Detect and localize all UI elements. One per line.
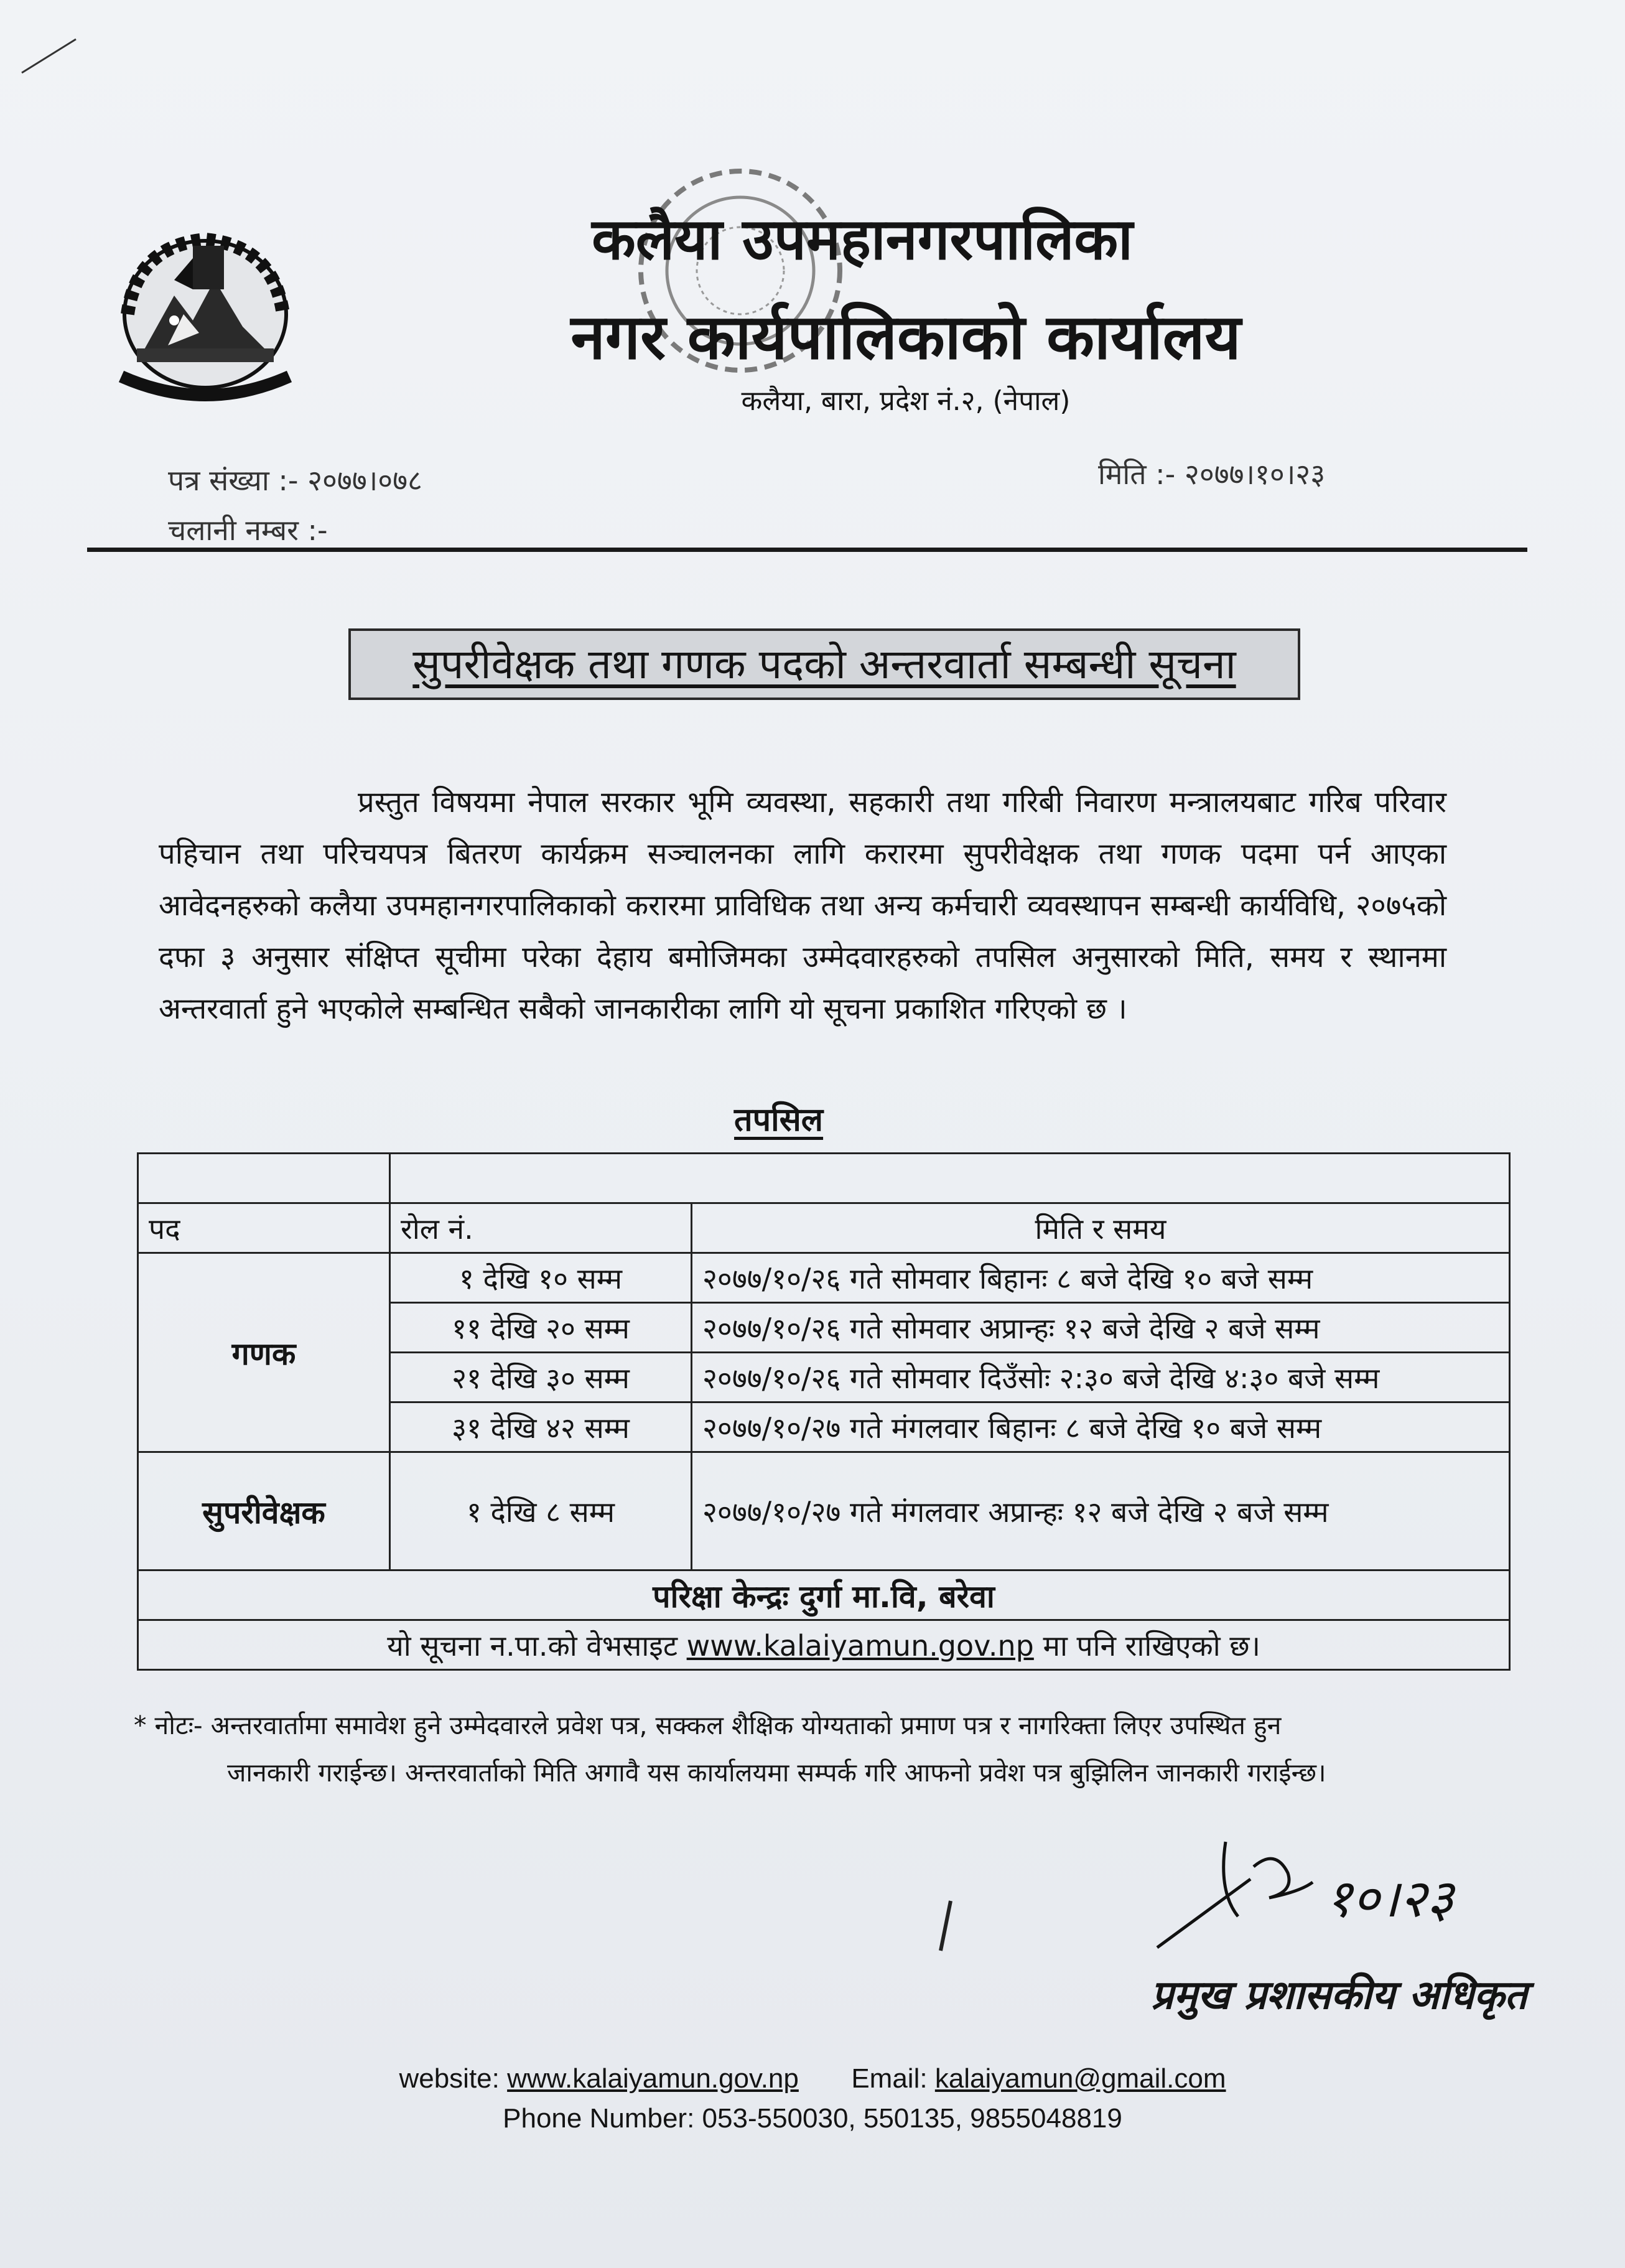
signatory-title: प्रमुख प्रशासकीय अधिकृत (1151, 1972, 1527, 2018)
notice-date: मिति :- २०७७।१०।२३ (1098, 457, 1326, 491)
notice-footnote (134, 1702, 1459, 1796)
website-label: website: (399, 2063, 500, 2094)
email-link[interactable]: kalaiyamun@gmail.com (934, 2063, 1226, 2094)
header-roll: रोल नं. (390, 1203, 692, 1253)
roll-range: १ देखि १० सम्म (390, 1253, 692, 1303)
website-note-link[interactable]: www.kalaiyamun.gov.np (686, 1628, 1034, 1663)
roll-range: २१ देखि ३० सम्म (390, 1353, 692, 1402)
table-row (138, 1452, 1510, 1570)
table-header-row (138, 1203, 1510, 1253)
phone-label: Phone Number: (503, 2103, 695, 2134)
chalani-number: चलानी नम्बर :- (168, 513, 328, 547)
website-note-pre: यो सूचना न.पा.को वेभसाइट (387, 1628, 678, 1663)
pen-mark (19, 34, 81, 78)
notice-body: प्रस्तुत विषयमा नेपाल सरकार भूमि व्यवस्था, सहकारी तथा गरिबी निवारण मन्त्रालयबाट गरिब परिवार पहिचान तथा परिचयपत्र बितरण कार्यक्रम सञ्चालनका लागि करारमा सुपरीवेक्षक तथा गणक पदमा पर्न आएका आवेदनहरुको कलैया उपमहानगरपालिकाको करारमा प्राविधिक तथा अन्य कर्मचारी व्यवस्थापन सम्बन्धी कार्यविधि, २०७५को दफा ३ अनुसार संक्षिप्त सूचीमा परेका देहाय बमोजिमका उम्मेदवारहरुको तपसिल अनुसारको मिति, समय र स्थानमा अन्तरवार्ता हुने भएकोले सम्बन्धित सबैको जानकारीका लागि यो सूचना प्रकाशित गरिएको छ । (159, 785, 1446, 1026)
interview-datetime: २०७७/१०/२६ गते सोमवार अप्रान्हः १२ बजे देखि २ बजे सम्म (692, 1303, 1510, 1353)
footer-phone (0, 2103, 1625, 2134)
header-divider (87, 548, 1527, 552)
interview-datetime: २०७७/१०/२६ गते सोमवार बिहानः ८ बजे देखि १० बजे सम्म (692, 1253, 1510, 1303)
post-ganak: गणक (138, 1253, 390, 1452)
header-datetime: मिति र समय (692, 1203, 1510, 1253)
tapasil-heading: तपसिल (734, 1101, 824, 1139)
exam-center: परिक्षा केन्द्रः दुर्गा मा.वि, बरेवा (138, 1570, 1510, 1620)
table-cell (390, 1154, 1510, 1203)
notice-subject: सुपरीवेक्षक तथा गणक पदको अन्तरवार्ता सम्बन्धी सूचना (348, 628, 1300, 700)
footer-contact (0, 2063, 1625, 2094)
website-note-row (138, 1620, 1510, 1670)
footnote-line-1: * नोटः- अन्तरवार्तामा समावेश हुने उम्मेदवारले प्रवेश पत्र, सक्कल शैक्षिक योग्यताको प्रमाण पत्र र नागरिक्ता लिएर उपस्थित हुन (134, 1710, 1282, 1740)
municipality-name: कलैया उपमहानगरपालिका (592, 206, 1133, 273)
interview-datetime: २०७७/१०/२७ गते मंगलवार बिहानः ८ बजे देखि १० बजे सम्म (692, 1402, 1510, 1452)
handwritten-signature (1145, 1823, 1468, 1960)
roll-range: ११ देखि २० सम्म (390, 1303, 692, 1353)
table-cell (138, 1154, 390, 1203)
table-row (138, 1253, 1510, 1303)
roll-range: १ देखि ८ सम्म (390, 1452, 692, 1570)
interview-datetime: २०७७/१०/२७ गते मंगलवार अप्रान्हः १२ बजे देखि २ बजे सम्म (692, 1452, 1510, 1570)
interview-schedule-table (137, 1152, 1511, 1671)
roll-range: ३१ देखि ४२ सम्म (390, 1402, 692, 1452)
signature-date: १०।२३ (1325, 1868, 1454, 1929)
website-note-post: मा पनि राखिएको छ। (1043, 1628, 1260, 1663)
office-address: कलैया, बारा, प्रदेश नं.२, (नेपाल) (741, 385, 1071, 417)
phone-numbers: 053-550030, 550135, 9855048819 (702, 2103, 1122, 2134)
office-name: नगर कार्यपालिकाको कार्यालय (570, 301, 1241, 373)
interview-datetime: २०७७/१०/२६ गते सोमवार दिउँसोः २:३० बजे देखि ४:३० बजे सम्म (692, 1353, 1510, 1402)
table-blank-row (138, 1154, 1510, 1203)
website-link[interactable]: www.kalaiyamun.gov.np (507, 2063, 799, 2094)
patra-sankhya: पत्र संख्या :- २०७७।०७८ (168, 464, 422, 497)
email-label: Email: (851, 2063, 928, 2094)
header-pad: पद (138, 1203, 390, 1253)
exam-center-row (138, 1570, 1510, 1620)
website-note (138, 1620, 1510, 1670)
pen-tick-mark (933, 1898, 958, 1954)
footnote-line-2: जानकारी गराईन्छ। अन्तरवार्ताको मिति अगावै यस कार्यालयमा सम्पर्क गरि आफनो प्रवेश पत्र बुझिलिन जानकारी गराईन्छ। (227, 1758, 1326, 1788)
post-supervisor: सुपरीवेक्षक (138, 1452, 390, 1570)
